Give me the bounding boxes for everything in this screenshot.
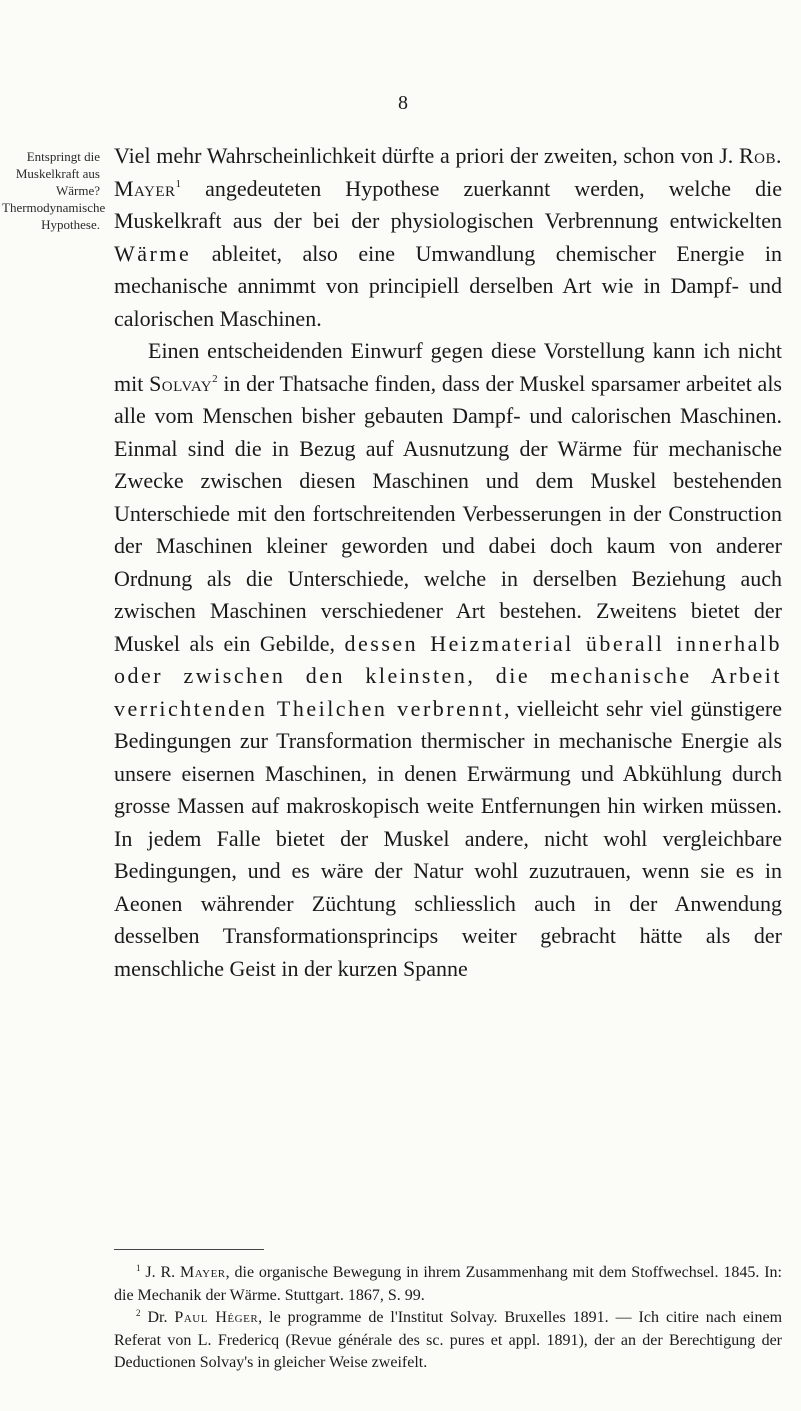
emphasized-text: dessen Heizmaterial überall innerhalb oder zwischen den kleinsten, die mechanische Arbeit verrichtenden Theilchen verbrennt [114, 630, 782, 721]
text-run: ableitet, also eine Umwandlung chemischer Energie in mechanische annimmt von principiell derselben Art wie in Dampf- und calorischen Maschinen. [114, 240, 782, 331]
footnote-1 [114, 1262, 782, 1307]
emphasized-text: Wärme [114, 240, 192, 266]
footnote-marker: 2 [136, 1308, 141, 1318]
page-number: 8 [398, 92, 408, 114]
footnote-marker: 1 [136, 1263, 141, 1273]
text-run: angedeuteten Hypothese zuerkannt werden, welche die Muskelkraft aus der bei der physiologischen Verbrennung entwickelten [114, 175, 782, 233]
text-run: Dr. [140, 1309, 175, 1326]
text-run: J. R. [140, 1264, 180, 1281]
margin-note: Entspringt die Muskelkraft aus Wärme? Thermodynamische Hypothese. [2, 149, 106, 232]
text-run: Einen entscheidenden Einwurf gegen diese Vorstellung kann ich nicht mit [114, 338, 782, 396]
text-run: , le programme de l'Institut Solvay. Bruxelles 1891. — Ich citire nach einem Referat von L. Fredericq (Revue générale des sc. pures et appl. 1891), der an der Berechtigung der Deductionen Solvay's in gleicher Weise zweifelt. [114, 1309, 783, 1371]
paragraph-2 [114, 335, 782, 985]
footnote-marker: 2 [212, 372, 218, 385]
footnote-divider [114, 1249, 264, 1250]
author-name: Solvay [149, 370, 213, 396]
paragraph-1 [114, 140, 782, 335]
text-run: in der Thatsache finden, dass der Muskel sparsamer arbeitet als alle vom Menschen bisher gebauten Dampf- und calorischen Maschinen. Einmal sind die in Bezug auf Ausnutzung der Wärme für mechanische Zwecke zwischen diesen Maschinen und dem Muskel bestehenden Unterschiede mit den fortschreitenden Verbesserungen in der Construction der Maschinen kleiner geworden und dabei doch kaum von anderer Ordnung als die Unterschiede, welche in derselben Beziehung auch zwischen Maschinen verschiedener Art bestehen. Zweitens bietet der Muskel als ein Gebilde, [114, 370, 782, 656]
author-name: Rob. Mayer [114, 143, 782, 201]
footnote-2 [114, 1307, 782, 1375]
author-name: Paul Héger [174, 1309, 259, 1326]
text-run: , vielleicht sehr viel günstigere Bedingungen zur Transformation thermischer in mechanische Energie als unsere eisernen Maschinen, in denen Erwärmung und Abkühlung durch grosse Massen auf makroskopisch weite Entfernungen hin wirken müssen. In jedem Falle bietet der Muskel andere, nicht wohl vergleichbare Bedingungen, und es wäre der Natur wohl zuzutrauen, wenn sie es in Aeonen währender Züchtung schliesslich auch in der Anwendung desselben Transformationsprincips weiter gebracht hätte als der menschliche Geist in der kurzen Spanne [114, 695, 782, 981]
footnote-marker: 1 [175, 177, 182, 190]
footnotes [114, 1262, 782, 1375]
author-name: Mayer [179, 1264, 226, 1281]
text-run: , die organische Bewegung in ihrem Zusammenhang mit dem Stoffwechsel. 1845. In: die Mechanik der Wärme. Stuttgart. 1867, S. 99. [114, 1264, 782, 1304]
text-run: Viel mehr Wahrscheinlichkeit dürfte a priori der zweiten, schon von J. [114, 143, 739, 168]
main-text [114, 140, 782, 985]
